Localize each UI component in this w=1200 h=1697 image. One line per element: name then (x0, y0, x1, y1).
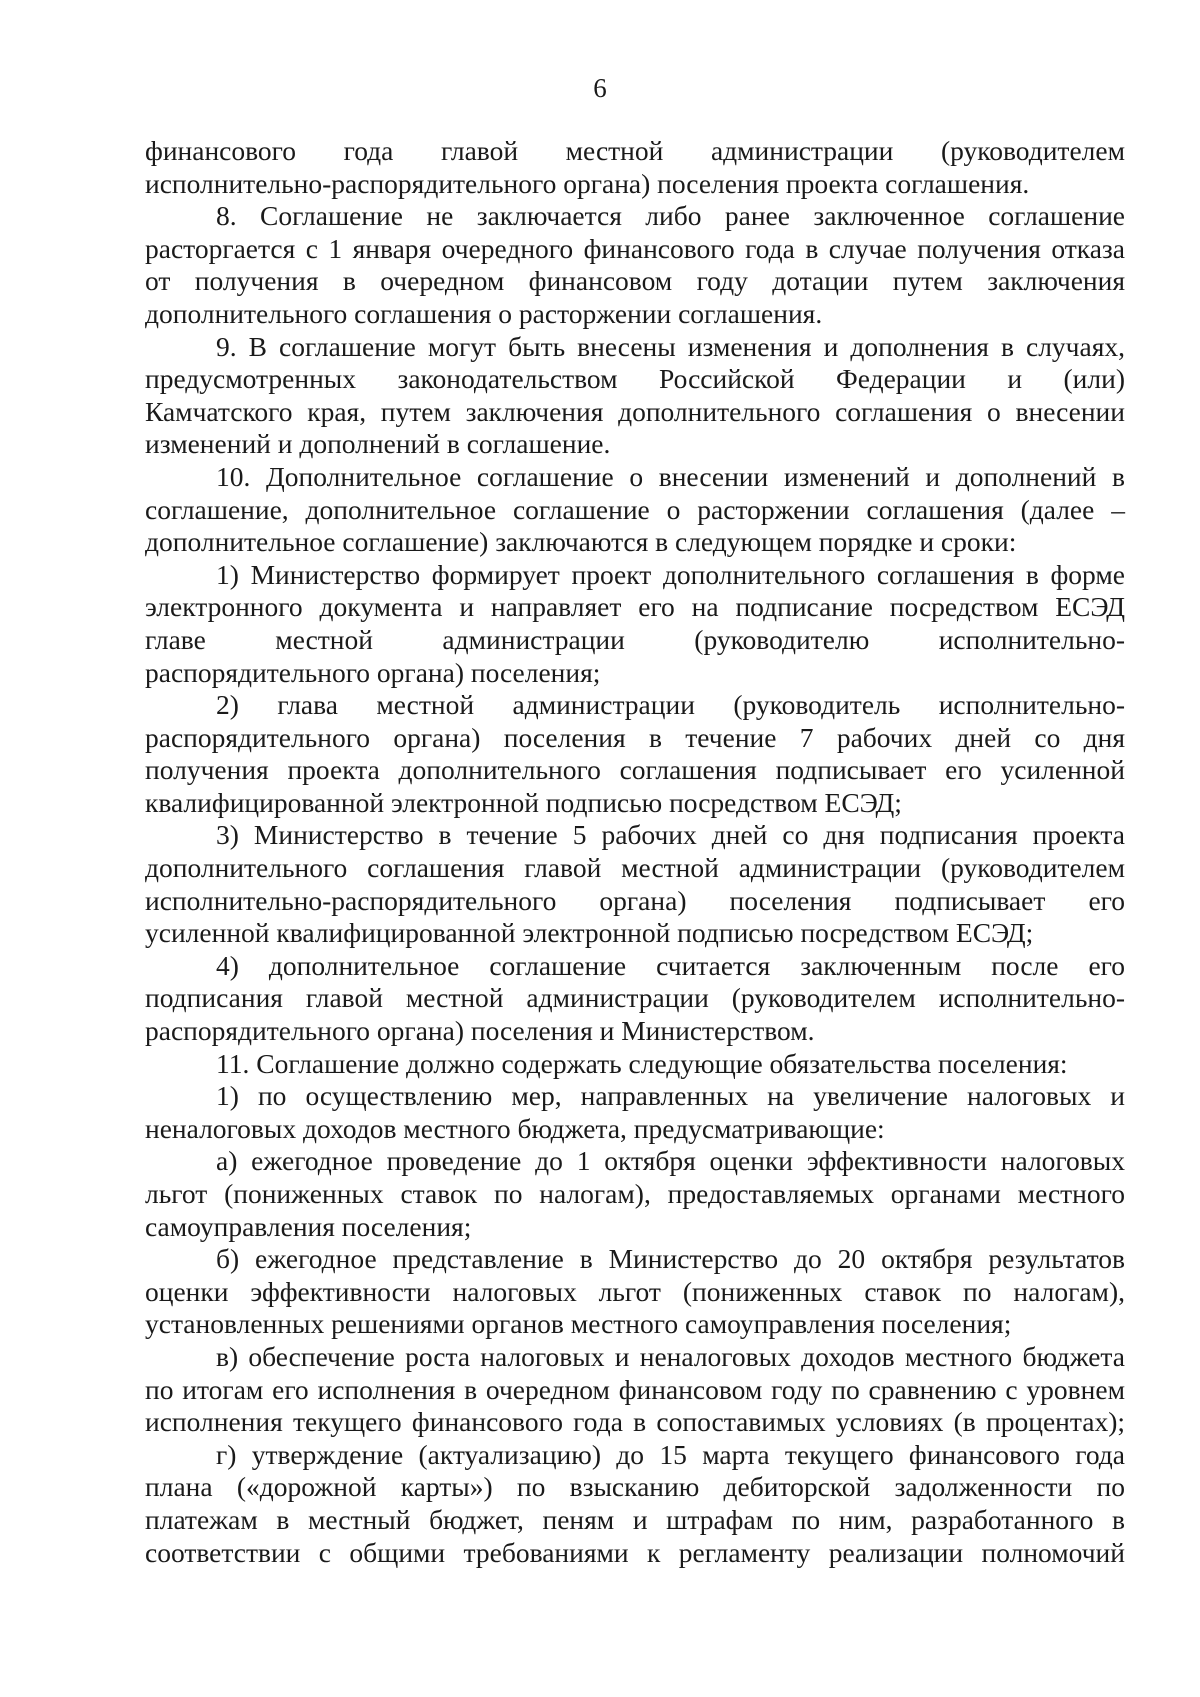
text-line: 8. Соглашение не заключается либо ранее заключенное соглашение (216, 200, 1125, 232)
text-line: дополнительного соглашения главой местной администрации (руководителем (145, 852, 1125, 884)
text-line: оценки эффективности налоговых льгот (пониженных ставок по налогам), (145, 1275, 1125, 1307)
text-line: г) утверждение (актуализацию) до 15 марта текущего финансового года (216, 1438, 1125, 1470)
text-line: исполнения текущего финансового года в сопоставимых условиях (в процентах); (145, 1406, 1125, 1438)
text-line: дополнительного соглашения о расторжении соглашения. (145, 297, 823, 329)
text-line: от получения в очередном финансовом году дотации путем заключения (145, 265, 1125, 297)
text-line: 3) Министерство в течение 5 рабочих дней со дня подписания проекта (216, 819, 1125, 851)
text-line: б) ежегодное представление в Министерство до 20 октября результатов (216, 1243, 1125, 1275)
text-line: распорядительного органа) поселения; (145, 656, 601, 688)
text-line: получения проекта дополнительного соглашения подписывает его усиленной (145, 754, 1125, 786)
text-line: изменений и дополнений в соглашение. (145, 428, 611, 460)
text-line: исполнительно-распорядительного органа) поселения подписывает его (145, 884, 1125, 916)
text-line: 10. Дополнительное соглашение о внесении изменений и дополнений в (216, 460, 1125, 492)
text-line: самоуправления поселения; (145, 1210, 472, 1242)
text-line: дополнительное соглашение) заключаются в следующем порядке и сроки: (145, 526, 1017, 558)
text-line: квалифицированной электронной подписью посредством ЕСЭД; (145, 786, 902, 818)
text-line: финансового года главой местной администрации (руководителем (145, 135, 1125, 166)
text-line: 1) по осуществлению мер, направленных на увеличение налоговых и (216, 1080, 1125, 1112)
document-body (145, 135, 1125, 1569)
page-number: 6 (593, 73, 607, 103)
text-line: Камчатского края, путем заключения дополнительного соглашения о внесении (145, 395, 1125, 427)
text-line: 2) глава местной администрации (руководитель исполнительно- (216, 689, 1125, 721)
text-line: в) обеспечение роста налоговых и неналоговых доходов местного бюджета (216, 1340, 1125, 1372)
text-line: распорядительного органа) поселения и Министерством. (145, 1015, 815, 1047)
text-line: соглашение, дополнительное соглашение о расторжении соглашения (далее – (145, 493, 1125, 525)
text-line: 9. В соглашение могут быть внесены изменения и дополнения в случаях, (216, 330, 1125, 362)
text-line: установленных решениями органов местного самоуправления поселения; (145, 1308, 1012, 1340)
text-line: льгот (пониженных ставок по налогам), предоставляемых органами местного (145, 1178, 1125, 1209)
text-line: плана («дорожной карты») по взысканию дебиторской задолженности по (145, 1471, 1125, 1503)
text-line: подписания главой местной администрации (руководителем исполнительно- (145, 982, 1125, 1014)
text-line: электронного документа и направляет его на подписание посредством ЕСЭД (145, 591, 1125, 623)
text-line: а) ежегодное проведение до 1 октября оценки эффективности налоговых (216, 1145, 1125, 1177)
text-line: по итогам его исполнения в очередном финансовом году по сравнению с уровнем (145, 1373, 1125, 1405)
text-line: соответствии с общими требованиями к регламенту реализации полномочий (145, 1536, 1125, 1568)
text-line: главе местной администрации (руководителю исполнительно- (145, 623, 1125, 655)
text-line: неналоговых доходов местного бюджета, предусматривающие: (145, 1112, 885, 1144)
text-line: 4) дополнительное соглашение считается заключенным после его (216, 949, 1125, 981)
text-line: платежам в местный бюджет, пеням и штрафам по ним, разработанного в (145, 1503, 1125, 1535)
text-line: расторгается с 1 января очередного финансового года в случае получения отказа (145, 232, 1125, 264)
text-line: усиленной квалифицированной электронной подписью посредством ЕСЭД; (145, 917, 1034, 949)
text-line: 1) Министерство формирует проект дополнительного соглашения в форме (216, 558, 1125, 590)
text-line: исполнительно-распорядительного органа) поселения проекта соглашения. (145, 167, 1030, 199)
text-line: 11. Соглашение должно содержать следующие обязательства поселения: (216, 1047, 1068, 1079)
text-line: распорядительного органа) поселения в течение 7 рабочих дней со дня (145, 721, 1125, 753)
text-line: предусмотренных законодательством Российской Федерации и (или) (145, 363, 1125, 395)
